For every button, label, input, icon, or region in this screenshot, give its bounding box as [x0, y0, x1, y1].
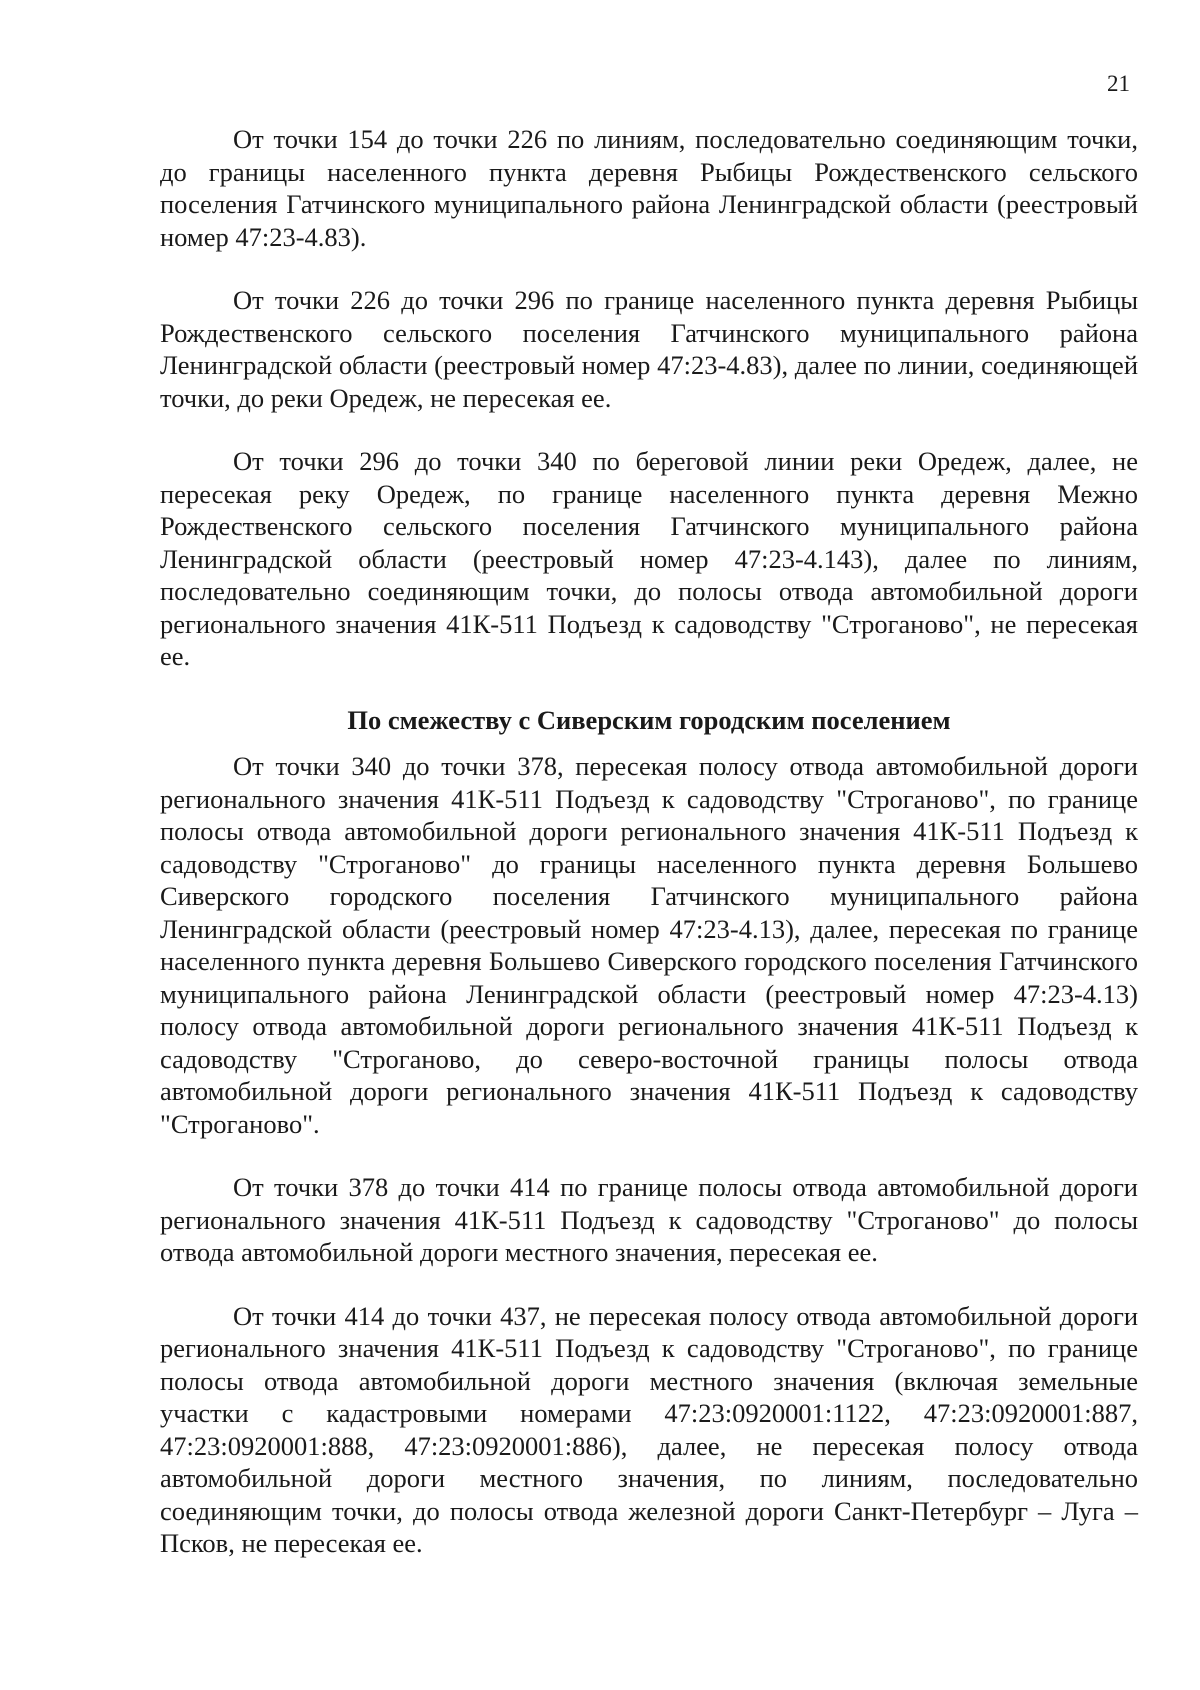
paragraph: От точки 226 до точки 296 по границе населенного пункта деревня Рыбицы Рождественского сельского поселения Гатчинского муниципального района Ленинградской области (реестровый номер 47:23-4.83), далее по линии, соединяющей точки, до реки Оредеж, не пересекая ее. [160, 285, 1138, 413]
document-body [160, 123, 1138, 1591]
paragraph: От точки 154 до точки 226 по линиям, последовательно соединяющим точки, до границы населенного пункта деревня Рыбицы Рождественского сельского поселения Гатчинского муниципального района Ленинградской области (реестровый номер 47:23-4.83). [160, 124, 1138, 252]
paragraph: От точки 378 до точки 414 по границе полосы отвода автомобильной дороги регионального значения 41К-511 Подъезд к садоводству "Строганово" до полосы отвода автомобильной дороги местного значения, пересекая ее. [160, 1172, 1138, 1267]
paragraph: От точки 296 до точки 340 по береговой линии реки Оредеж, далее, не пересекая реку Оредеж, по границе населенного пункта деревня Межно Рождественского сельского поселения Гатчинского муниципального района Ленинградской области (реестровый номер 47:23-4.143), далее по линиям, последовательно соединяющим точки, до полосы отвода автомобильной дороги регионального значения 41К-511 Подъезд к садоводству "Строганово", не пересекая ее. [160, 446, 1138, 671]
paragraph: От точки 340 до точки 378, пересекая полосу отвода автомобильной дороги регионального значения 41К-511 Подъезд к садоводству "Строганово", по границе полосы отвода автомобильной дороги регионального значения 41К-511 Подъезд к садоводству "Строганово" до границы населенного пункта деревня Большево Сиверского городского поселения Гатчинского муниципального района Ленинградской области (реестровый номер 47:23-4.13), далее, пересекая по границе населенного пункта деревня Большево Сиверского городского поселения Гатчинского муниципального района Ленинградской области (реестровый номер 47:23-4.13) полосу отвода автомобильной дороги регионального значения 41К-511 Подъезд к садоводству "Строганово, до северо-восточной границы полосы отвода автомобильной дороги регионального значения 41К-511 Подъезд к садоводству "Строганово". [160, 751, 1138, 1139]
section-heading: По смежеству с Сиверским городским поселением [347, 704, 951, 735]
paragraph: От точки 414 до точки 437, не пересекая полосу отвода автомобильной дороги регионального значения 41К-511 Подъезд к садоводству "Строганово", по границе полосы отвода автомобильной дороги местного значения (включая земельные участки с кадастровыми номерами 47:23:0920001:1122, 47:23:0920001:887, 47:23:0920001:888, 47:23:0920001:886), далее, не пересекая полосу отвода автомобильной дороги местного значения, по линиям, последовательно соединяющим точки, до полосы отвода железной дороги Санкт-Петербург – Луга – Псков, не пересекая ее. [160, 1300, 1138, 1558]
page-number: 21 [1107, 71, 1130, 96]
